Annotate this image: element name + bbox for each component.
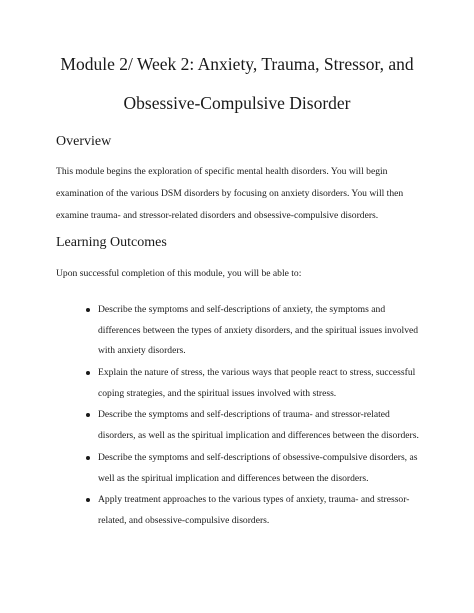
bullet-icon	[86, 371, 90, 375]
outcome-bullet-line: Explain the nature of stress, the various ways that people react to stress, successful	[98, 367, 416, 378]
document-title-line-1: Module 2/ Week 2: Anxiety, Trauma, Stressor, and	[60, 54, 414, 74]
outcome-bullet-line: related, and obsessive-compulsive disorders.	[98, 515, 270, 526]
bullet-icon	[86, 413, 90, 417]
overview-line: examination of the various DSM disorders by focusing on anxiety disorders. You will then	[56, 188, 404, 199]
learning-outcomes-intro: Upon successful completion of this module, you will be able to:	[56, 268, 302, 279]
bullet-icon	[86, 308, 90, 312]
outcome-bullet-line: with anxiety disorders.	[98, 345, 186, 356]
outcome-bullet-line: Apply treatment approaches to the various types of anxiety, trauma- and stressor-	[98, 494, 410, 505]
document-title-line-2: Obsessive-Compulsive Disorder	[123, 93, 351, 113]
outcome-bullet-line: Describe the symptoms and self-descriptions of anxiety, the symptoms and	[98, 304, 386, 315]
outcome-bullet-line: Describe the symptoms and self-descriptions of trauma- and stressor-related	[98, 409, 390, 420]
outcome-bullet-line: coping strategies, and the spiritual issues involved with stress.	[98, 388, 337, 399]
overview-line: This module begins the exploration of specific mental health disorders. You will begin	[56, 166, 388, 177]
bullet-icon	[86, 498, 90, 502]
outcome-bullet-line: disorders, as well as the spiritual implication and differences between the disorders.	[98, 430, 419, 441]
outcome-bullet-line: Describe the symptoms and self-descriptions of obsessive-compulsive disorders, as	[98, 452, 418, 463]
outcome-bullet-line: differences between the types of anxiety disorders, and the spiritual issues involved	[98, 325, 419, 336]
learning-outcomes-heading: Learning Outcomes	[56, 235, 167, 250]
bullet-icon	[86, 456, 90, 460]
overview-heading: Overview	[56, 134, 112, 149]
outcome-bullet-line: well as the spiritual implication and differences between the disorders.	[98, 473, 369, 484]
overview-line: examine trauma- and stressor-related disorders and obsessive-compulsive disorders.	[56, 210, 379, 221]
